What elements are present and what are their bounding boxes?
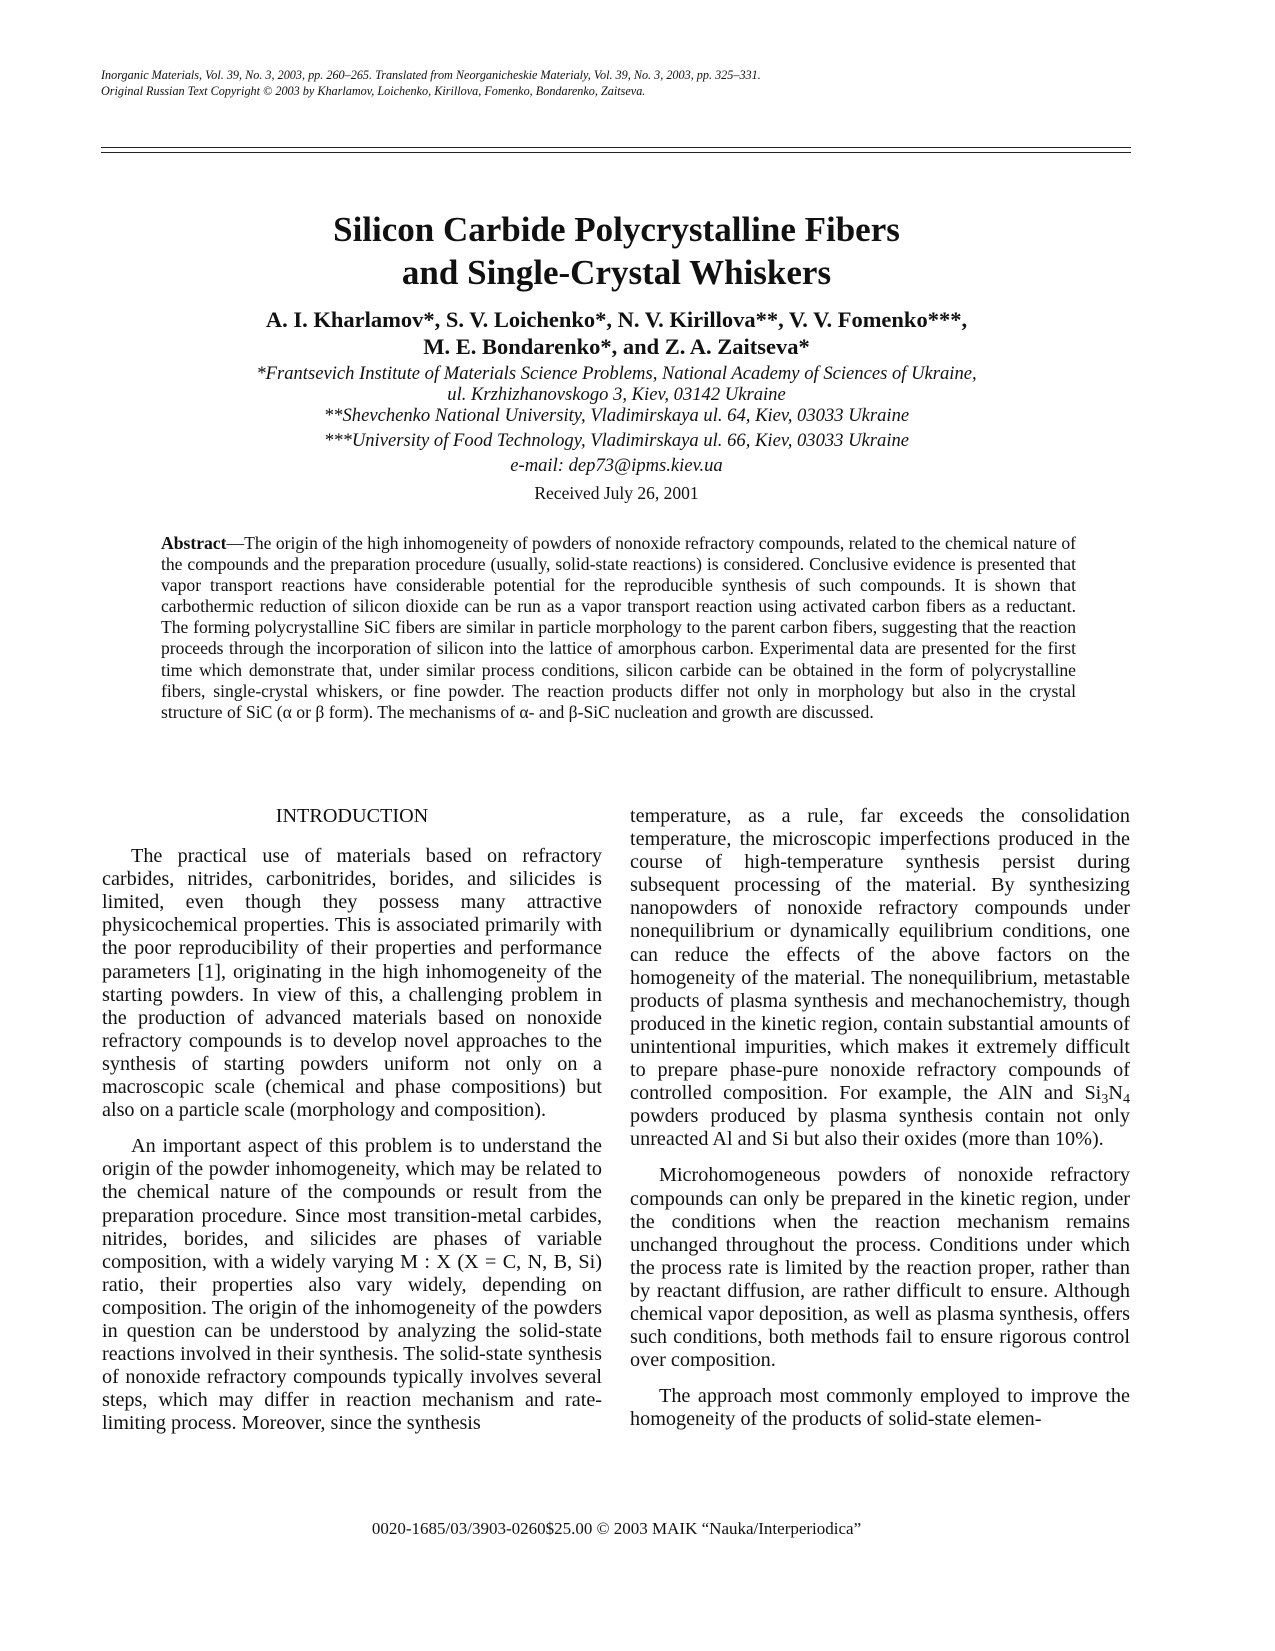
page-footer: 0020-1685/03/3903-0260$25.00 © 2003 MAIK “Nauka/Interperiodica” xyxy=(371,1519,862,1538)
abstract-text: —The origin of the high inhomogeneity of powders of nonoxide refractory compounds, related to the chemical nature of the compounds and the preparation procedure (usually, solid-state reactions) is considered. Conclusive evidence is presented that vapor transport reactions have considerable potential for the reproducible synthesis of such compounds. It is shown that carbothermic reduction of silicon dioxide can be run as a vapor transport reaction using activated carbon fibers as a reductant. The forming polycrystalline SiC fibers are similar in particle morphology to the parent carbon fibers, suggesting that the reaction proceeds through the incorporation of silicon into the lattice of amorphous carbon. Experimental data are presented for the first time which demonstrate that, under similar process conditions, silicon carbide can be obtained in the form of polycrystalline fibers, single-crystal whiskers, or fine powder. The reaction products differ not only in morphology but also in the crystal structure of SiC (α or β form). The mechanisms of α- and β-SiC nucleation and growth are discussed. xyxy=(161,533,1076,722)
title-line-2: and Single-Crystal Whiskers xyxy=(401,253,832,292)
paragraph: Microhomogeneous powders of nonoxide refractory compounds can only be prepared in the kinetic region, under the conditions when the reaction mechanism remains unchanged throughout the process. Conditions under which the process rate is limited by the reaction proper, rather than by reactant diffusion, are rather difficult to ensure. Although chemical vapor deposition, as well as plasma synthesis, offers such conditions, both methods fail to ensure rigorous control over composition. xyxy=(630,1164,1130,1372)
affiliation-1-line-1: *Frantsevich Institute of Materials Science Problems, National Academy of Sciences of Ukraine, xyxy=(256,363,977,384)
paragraph: The approach most commonly employed to improve the homogeneity of the products of solid-state elemen- xyxy=(630,1385,1130,1431)
section-heading: INTRODUCTION xyxy=(275,805,429,827)
paragraph: The practical use of materials based on refractory carbides, nitrides, carbonitrides, borides, and silicides is limited, even though they possess many attractive physicochemical properties. This is associated primarily with the poor reproducibility of their properties and performance parameters [1], originating in the high inhomogeneity of the starting powders. In view of this, a challenging problem in the production of advanced materials based on nonoxide refractory compounds is to develop novel approaches to the synthesis of starting powders uniform not only on a macroscopic scale (chemical and phase compositions) but also on a particle scale (morphology and composition). xyxy=(102,845,602,1122)
title-line-1: Silicon Carbide Polycrystalline Fibers xyxy=(333,210,900,249)
abstract xyxy=(161,533,1076,723)
journal-header xyxy=(101,68,1131,99)
authors-line-2: M. E. Bondarenko*, and Z. A. Zaitseva* xyxy=(423,334,810,359)
received-date: Received July 26, 2001 xyxy=(534,483,699,503)
affiliation-3: ***University of Food Technology, Vladimirskaya ul. 66, Kiev, 03033 Ukraine xyxy=(323,430,910,451)
formula-si3n4: $Si_3N_4$ xyxy=(1084,1082,1130,1108)
header-rule-thick xyxy=(101,147,1131,148)
contact-email: e-mail: dep73@ipms.kiev.ua xyxy=(510,455,723,476)
affiliation-2: **Shevchenko National University, Vladimirskaya ul. 64, Kiev, 03033 Ukraine xyxy=(323,405,910,426)
journal-citation: Inorganic Materials, Vol. 39, No. 3, 2003, pp. 260–265. Translated from Neorganicheskie Materialy, Vol. 39, No. 3, 2003, pp. 325–331. xyxy=(101,68,761,82)
paragraph xyxy=(630,805,1130,1151)
header-rule-thin xyxy=(101,152,1131,153)
affiliations xyxy=(0,363,1233,476)
paragraph-text: temperature, as a rule, far exceeds the consolidation temperature, the microscopic imperfections produced in the course of high-temperature synthesis persist during subsequent processing of the material. By synthesizing nanopowders of nonoxide refractory compounds under nonequilibrium or dynamically equilibrium conditions, one can reduce the effects of the above factors on the homogeneity of the material. The nonequilibrium, metastable products of plasma synthesis and mechanochemistry, though produced in the kinetic region, contain substantial amounts of unintentional impurities, which makes it extremely difficult to prepare phase-pure nonoxide refractory compounds of controlled composition. For example, the AlN and xyxy=(630,805,1130,1105)
left-column xyxy=(102,805,602,1448)
affiliation-1-line-2: ul. Krzhizhanovskogo 3, Kiev, 03142 Ukraine xyxy=(447,384,786,405)
copyright-line: Original Russian Text Copyright © 2003 by Kharlamov, Loichenko, Kirillova, Fomenko, Bondarenko, Zaitseva. xyxy=(101,83,646,98)
paragraph: An important aspect of this problem is to understand the origin of the powder inhomogeneity, which may be related to the chemical nature of the compounds or result from the preparation procedure. Since most transition-metal carbides, nitrides, borides, and silicides are phases of variable composition, with a widely varying M : X (X = C, N, B, Si) ratio, their properties also vary widely, depending on composition. The origin of the inhomogeneity of the powders in question can be understood by analyzing the solid-state reactions involved in their synthesis. The solid-state synthesis of nonoxide refractory compounds typically involves several steps, which may differ in reaction mechanism and rate-limiting process. Moreover, since the synthesis xyxy=(102,1135,602,1435)
abstract-label: Abstract xyxy=(161,533,227,553)
authors-line-1: A. I. Kharlamov*, S. V. Loichenko*, N. V. Kirillova**, V. V. Fomenko***, xyxy=(265,307,968,332)
author-list xyxy=(0,306,1233,360)
paragraph-text: powders produced by plasma synthesis contain not only unreacted Al and Si but also their oxides (more than 10%). xyxy=(630,1105,1130,1151)
right-column xyxy=(630,805,1130,1444)
paper-title xyxy=(0,208,1233,294)
